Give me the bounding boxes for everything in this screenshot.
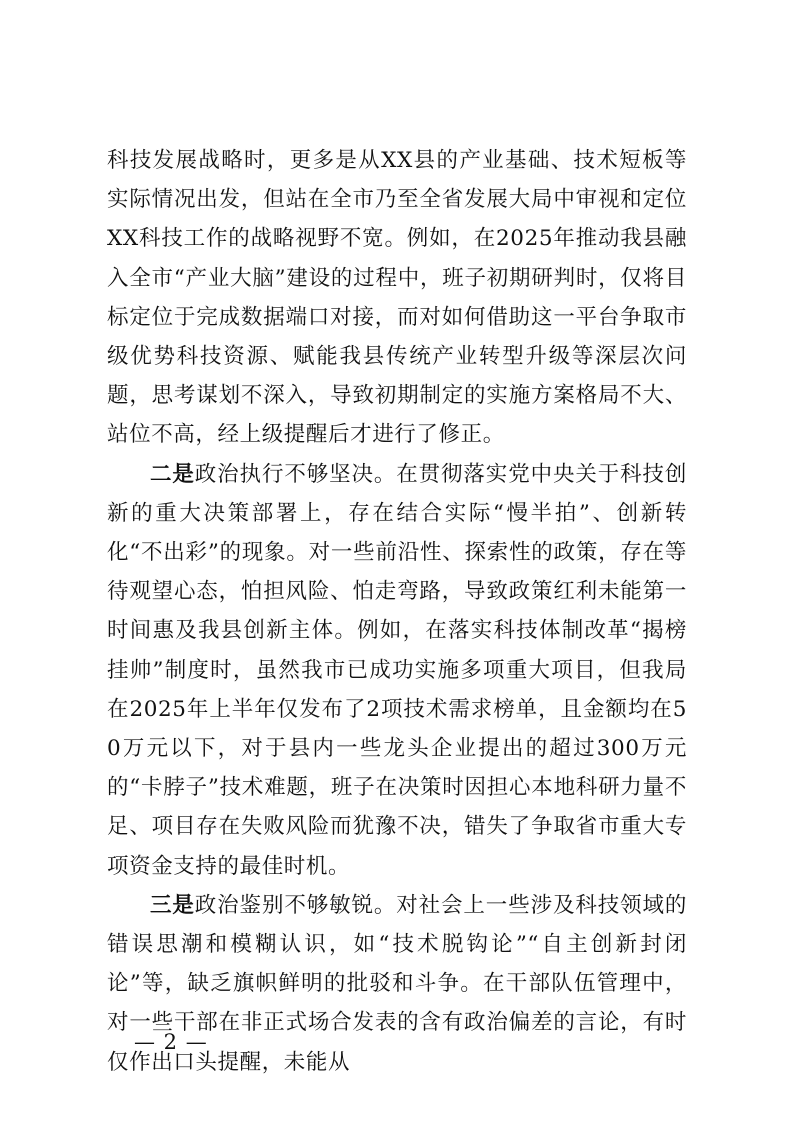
paragraph-1 — [107, 141, 687, 455]
paragraph-1-text: 科技发展战略时，更多是从XX县的产业基础、技术短板等实际情况出发，但站在全市乃至全省发展大局中审视和定位XX科技工作的战略视野不宽。例如，在2025年推动我县融入全市“产业大脑”建设的过程中，班子初期研判时，仅将目标定位于完成数据端口对接，而对如何借助这一平台争取市级优势科技资源、赋能我县传统产业转型升级等深层次问题，思考谋划不深入，导致初期制定的实施方案格局不大、站位不高，经上级提醒后才进行了修正。 — [107, 148, 687, 448]
paragraph-3-lead: 三是 — [150, 892, 195, 918]
document-body — [107, 141, 687, 1082]
page-number: — 2 — — [134, 1030, 208, 1054]
paragraph-3-text: 政治鉴别不够敏锐。对社会上一些涉及科技领域的错误思潮和模糊认识，如“技术脱钩论”“自主创新封闭论”等，缺乏旗帜鲜明的批驳和斗争。在干部队伍管理中，对一些干部在非正式场合发表的含有政治偏差的言论，有时仅作出口头提醒，未能从 — [107, 892, 688, 1075]
paragraph-2 — [107, 455, 687, 886]
paragraph-2-text: 政治执行不够坚决。在贯彻落实党中央关于科技创新的重大决策部署上，存在结合实际“慢半拍”、创新转化“不出彩”的现象。对一些前沿性、探索性的政策，存在等待观望心态，怕担风险、怕走弯路，导致政策红利未能第一时间惠及我县创新主体。例如，在落实科技体制改革“揭榜挂帅”制度时，虽然我市已成功实施多项重大项目，但我局在2025年上半年仅发布了2项技术需求榜单，且金额均在50万元以下，对于县内一些龙头企业提出的超过300万元的“卡脖子”技术难题，班子在决策时因担心本地科研力量不足、项目存在失败风险而犹豫不决，错失了争取省市重大专项资金支持的最佳时机。 — [107, 461, 688, 879]
paragraph-2-lead: 二是 — [150, 461, 195, 487]
